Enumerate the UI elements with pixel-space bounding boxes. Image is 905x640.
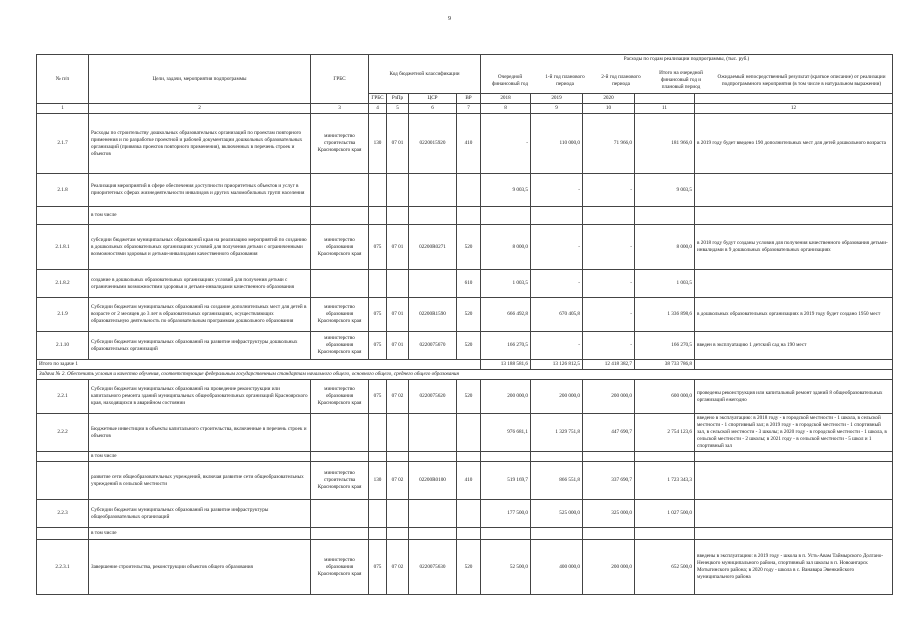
- row-num: 2.2.1: [37, 380, 89, 414]
- row-y2019: 866 551,8: [531, 462, 583, 500]
- header-grbs: ГРБС: [311, 55, 369, 104]
- row-y2018: 200 000,0: [481, 380, 531, 414]
- row-y2018: 177 500,0: [481, 500, 531, 528]
- row-y2019: 400 000,0: [531, 540, 583, 595]
- row-grbs: [311, 414, 369, 452]
- row-rzpr: [387, 174, 409, 207]
- row-total: 1 027 500,0: [635, 500, 695, 528]
- row-y2020: 447 690,7: [583, 414, 635, 452]
- row-vr: [457, 500, 481, 528]
- row-y2020: -: [583, 225, 635, 270]
- row-num: 2.1.7: [37, 114, 89, 174]
- header-col-rzpr: РзПр: [387, 94, 409, 104]
- row-y2018: 1 003,5: [481, 270, 531, 298]
- row-y2019: -: [531, 174, 583, 207]
- subtotal-label: Итого по задаче 1: [37, 360, 481, 370]
- row-text: Субсидии бюджетам муниципальных образований на создание дополнительных мест для детей в возрасте от 2 месяцев до 3 лет в образовательных организациях, осуществляющих образовательную деятельность по образовательным программам дошкольного образования: [89, 298, 311, 332]
- row-total: [635, 452, 695, 462]
- row-y2018: 166 270,5: [481, 332, 531, 360]
- row-text: в том числе: [89, 528, 311, 540]
- row-y2020: 337 690,7: [583, 462, 635, 500]
- row-csr: [409, 207, 457, 225]
- row-csr: [409, 452, 457, 462]
- table-row: [37, 500, 893, 528]
- row-text: Бюджетные инвестиции в объекты капитального строительства, включенные в перечень строек и объектов: [89, 414, 311, 452]
- row-code: 075: [369, 225, 387, 270]
- row-result: [695, 270, 893, 298]
- row-vr: [457, 452, 481, 462]
- row-vr: 520: [457, 225, 481, 270]
- row-total: 652 500,0: [635, 540, 695, 595]
- row-code: 130: [369, 462, 387, 500]
- task2-title: Задача № 2. Обеспечить условия и качество обучения, соответствующие федеральным государственным стандартам начального общего, основного общего, среднего общего образования: [37, 370, 893, 380]
- page-number: 9: [448, 16, 451, 22]
- row-y2019: 670 405,8: [531, 298, 583, 332]
- row-csr: 0220075630: [409, 540, 457, 595]
- table-row: [37, 528, 893, 540]
- row-csr: 02200R0100: [409, 462, 457, 500]
- program-table: [36, 54, 893, 595]
- column-number: 7: [457, 104, 481, 114]
- row-y2018: 519 169,7: [481, 462, 531, 500]
- row-csr: 02200R0271: [409, 225, 457, 270]
- header-years: [483, 69, 890, 92]
- row-grbs: министерство образования Красноярского края: [311, 380, 369, 414]
- table-row: [37, 462, 893, 500]
- table-row: [37, 380, 893, 414]
- row-code: 130: [369, 114, 387, 174]
- row-total: 1 003,5: [635, 270, 695, 298]
- row-grbs: министерство образования Красноярского края: [311, 540, 369, 595]
- row-code: 075: [369, 380, 387, 414]
- row-grbs: [311, 174, 369, 207]
- header-year1-label: Очередной финансовый год: [492, 73, 528, 87]
- column-number: 11: [635, 104, 695, 114]
- table-row: [37, 298, 893, 332]
- row-code: [369, 207, 387, 225]
- row-num: [37, 452, 89, 462]
- row-grbs: [311, 452, 369, 462]
- row-total: 1 723 343,3: [635, 462, 695, 500]
- table-row: [37, 207, 893, 225]
- header-goal: Цели, задачи, мероприятия подпрограммы: [89, 55, 311, 104]
- row-y2020: 200 000,0: [583, 380, 635, 414]
- row-result: [695, 528, 893, 540]
- row-num: [37, 462, 89, 500]
- row-csr: [409, 414, 457, 452]
- row-y2020: [583, 528, 635, 540]
- column-number: 9: [531, 104, 583, 114]
- header-year-2018: 2018: [481, 94, 531, 104]
- row-rzpr: 07 02: [387, 462, 409, 500]
- row-code: 075: [369, 332, 387, 360]
- row-text: Субсидии бюджетам муниципальных образований на развитие инфраструктуры дошкольных образовательных организаций: [89, 332, 311, 360]
- table-row: [37, 414, 893, 452]
- table-row: [37, 225, 893, 270]
- row-total: 1 336 898,6: [635, 298, 695, 332]
- row-text: Расходы по строительству дошкольных образовательных организаций по проектам повторного применения и по разработке проектной и рабочей документации дошкольных образовательных организаций (привязка проектов повторного применения), включенных в перечень строек и объектов: [89, 114, 311, 174]
- row-result: [695, 500, 893, 528]
- row-y2019: 525 000,0: [531, 500, 583, 528]
- row-total: 9 003,5: [635, 174, 695, 207]
- row-y2019: [531, 528, 583, 540]
- row-total: 600 000,0: [635, 380, 695, 414]
- row-num: 2.2.2: [37, 414, 89, 452]
- column-number: 6: [409, 104, 457, 114]
- column-number: 2: [89, 104, 311, 114]
- header-result-label: Ожидаемый непосредственный результат (краткое описание) от реализации подпрограммного мероприятия (в том числе в натуральном выражении): [717, 73, 886, 87]
- row-y2018: 9 003,5: [481, 174, 531, 207]
- table-row: [37, 270, 893, 298]
- row-csr: [409, 500, 457, 528]
- row-total: 2 754 123,6: [635, 414, 695, 452]
- header-num: № п/п: [37, 55, 89, 104]
- row-result: в дошкольных образовательных организациях в 2019 году будет создано 1950 мест: [695, 298, 893, 332]
- row-y2020: [583, 207, 635, 225]
- column-number: 12: [695, 104, 893, 114]
- header-total-label: Итого на очередной финансовый год и плановый период: [659, 70, 703, 91]
- row-result: введен в эксплуатацию 1 детский сад на 190 мест: [695, 332, 893, 360]
- row-num: 2.2.3: [37, 500, 89, 528]
- table-row: [37, 332, 893, 360]
- row-code: [369, 414, 387, 452]
- row-text: субсидии бюджетам муниципальных образований края на реализацию мероприятий по созданию в дошкольных образовательных организациях условий для получения детьми с ограниченными возможностями здоровья и детьми-инвалидами качественного образования: [89, 225, 311, 270]
- row-total: [635, 207, 695, 225]
- row-y2020: 200 000,0: [583, 540, 635, 595]
- row-y2019: -: [531, 225, 583, 270]
- row-vr: 520: [457, 332, 481, 360]
- row-y2018: 52 500,0: [481, 540, 531, 595]
- row-vr: 610: [457, 270, 481, 298]
- column-number: 10: [583, 104, 635, 114]
- header-total-blank: [635, 94, 695, 104]
- row-num: 2.1.8.2: [37, 270, 89, 298]
- row-grbs: [311, 500, 369, 528]
- header-col-vr: ВР: [457, 94, 481, 104]
- row-y2018: [481, 207, 531, 225]
- row-result: в 2018 году будут созданы условия для получения качественного образования детьми-инвалидами в 9 дошкольных образовательных организациях: [695, 225, 893, 270]
- row-rzpr: 07 01: [387, 114, 409, 174]
- row-rzpr: [387, 207, 409, 225]
- row-y2020: 325 000,0: [583, 500, 635, 528]
- row-code: [369, 452, 387, 462]
- header-code-group: Код бюджетной классификации: [369, 55, 481, 94]
- row-vr: [457, 528, 481, 540]
- row-code: 075: [369, 298, 387, 332]
- row-result: [695, 207, 893, 225]
- subtotal-row: [37, 360, 893, 370]
- header-col-csr: ЦСР: [409, 94, 457, 104]
- table-row: [37, 452, 893, 462]
- row-rzpr: [387, 414, 409, 452]
- row-text: развитие сети общеобразовательных учреждений, включая развитие сети общеобразовательных учреждений в сельской местности: [89, 462, 311, 500]
- row-y2019: -: [531, 270, 583, 298]
- row-text: создание в дошкольных образовательных организациях условий для получения детьми с ограниченными возможностями здоровья и детьми-инвалидами качественного образования: [89, 270, 311, 298]
- row-rzpr: [387, 528, 409, 540]
- subtotal-y1: 13 188 581,6: [481, 360, 531, 370]
- row-grbs: министерство строительства Красноярского края: [311, 114, 369, 174]
- header-year-2020: 2020: [583, 94, 635, 104]
- row-text: в том числе: [89, 452, 311, 462]
- row-text: в том числе: [89, 207, 311, 225]
- row-y2020: -: [583, 298, 635, 332]
- table-row: [37, 114, 893, 174]
- row-num: [37, 528, 89, 540]
- row-rzpr: 07 02: [387, 540, 409, 595]
- row-y2018: -: [481, 114, 531, 174]
- header-expenses-title: Расходы по годам реализации подпрограммы, (тыс. руб.): [623, 56, 750, 62]
- row-vr: 410: [457, 462, 481, 500]
- subtotal-y2: 13 126 812,5: [531, 360, 583, 370]
- row-y2020: -: [583, 332, 635, 360]
- table-row: [37, 540, 893, 595]
- row-y2019: -: [531, 332, 583, 360]
- row-grbs: министерство образования Красноярского края: [311, 298, 369, 332]
- header-year3-label: 2-й год планового периода: [601, 73, 641, 87]
- column-number: 5: [387, 104, 409, 114]
- column-number: 4: [369, 104, 387, 114]
- row-vr: [457, 414, 481, 452]
- row-csr: 0220075620: [409, 380, 457, 414]
- row-csr: 0220075670: [409, 332, 457, 360]
- row-rzpr: 07 01: [387, 298, 409, 332]
- subtotal-total: 38 733 786,8: [635, 360, 695, 370]
- row-rzpr: 07 01: [387, 225, 409, 270]
- row-vr: 520: [457, 298, 481, 332]
- row-y2019: [531, 452, 583, 462]
- row-vr: [457, 174, 481, 207]
- row-result: [695, 174, 893, 207]
- row-text: Завершение строительства, реконструкции объектов общего образования: [89, 540, 311, 595]
- row-csr: [409, 174, 457, 207]
- row-y2018: [481, 452, 531, 462]
- row-y2018: 976 681,1: [481, 414, 531, 452]
- row-result: введено в эксплуатацию: в 2018 году - в городской местности - 1 школа, в сельской местности - 1 спортивный зал; в 2019 году - в городской местности - 1 спортивный зал, в сельской местности - 3 школы; в 2020 году - в городской местности - 1 школа, в сельской местности - 2 школы; в 2021 году - в сельской местности - 5 школ и 1 спортивный зал: [695, 414, 893, 452]
- row-result: [695, 462, 893, 500]
- row-rzpr: 07 01: [387, 332, 409, 360]
- row-num: 2.1.8: [37, 174, 89, 207]
- row-rzpr: 07 02: [387, 380, 409, 414]
- row-csr: 02200R1590: [409, 298, 457, 332]
- column-number: 1: [37, 104, 89, 114]
- row-y2019: 110 000,0: [531, 114, 583, 174]
- row-y2020: -: [583, 270, 635, 298]
- row-num: 2.1.10: [37, 332, 89, 360]
- row-y2018: 8 000,0: [481, 225, 531, 270]
- row-result: в 2019 году будет введено 190 дополнительных мест для детей дошкольного возраста: [695, 114, 893, 174]
- header-col-grbs: ГРБС: [369, 94, 387, 104]
- row-y2019: 1 329 751,8: [531, 414, 583, 452]
- row-code: [369, 500, 387, 528]
- row-csr: 0220015920: [409, 114, 457, 174]
- row-y2020: 71 966,0: [583, 114, 635, 174]
- row-vr: [457, 207, 481, 225]
- row-grbs: [311, 528, 369, 540]
- header-result-blank: [695, 94, 893, 104]
- subtotal-result: [695, 360, 893, 370]
- row-result: введены в эксплуатацию: в 2019 году - школа в п. Усть-Авам Таймырского Долгано-Ненецкого муниципального района, спортивный зал школы в п. Новоангарск Мотыгинского района; в 2020 году - школа в с. Ванавара Эвенкийского муниципального района: [695, 540, 893, 595]
- row-code: 075: [369, 540, 387, 595]
- row-vr: 520: [457, 380, 481, 414]
- header-year-2019: 2019: [531, 94, 583, 104]
- row-y2020: -: [583, 174, 635, 207]
- subtotal-y3: 12 418 382,7: [583, 360, 635, 370]
- row-num: 2.1.8.1: [37, 225, 89, 270]
- row-result: [695, 452, 893, 462]
- row-csr: [409, 270, 457, 298]
- row-grbs: министерство образования Красноярского края: [311, 332, 369, 360]
- column-number: 3: [311, 104, 369, 114]
- table-row: [37, 174, 893, 207]
- row-text: Субсидии бюджетам муниципальных образований на проведение реконструкции или капитального ремонта зданий муниципальных общеобразовательных организаций Красноярского края, находящихся в аварийном состоянии: [89, 380, 311, 414]
- row-rzpr: [387, 270, 409, 298]
- row-code: [369, 528, 387, 540]
- row-grbs: министерство строительства Красноярского края: [311, 462, 369, 500]
- task2-row: [37, 370, 893, 380]
- row-grbs: [311, 207, 369, 225]
- row-num: 2.1.9: [37, 298, 89, 332]
- row-y2018: [481, 528, 531, 540]
- row-y2019: 200 000,0: [531, 380, 583, 414]
- row-text: Реализация мероприятий в сфере обеспечения доступности приоритетных объектов и услуг в приоритетных сферах жизнедеятельности инвалидов и других маломобильных групп населения: [89, 174, 311, 207]
- row-rzpr: [387, 500, 409, 528]
- row-result: проведены реконструкция или капитальный ремонт зданий 8 общеобразовательных организаций ежегодно: [695, 380, 893, 414]
- column-number: 8: [481, 104, 531, 114]
- row-code: [369, 174, 387, 207]
- row-total: 166 270,5: [635, 332, 695, 360]
- row-vr: 520: [457, 540, 481, 595]
- row-csr: [409, 528, 457, 540]
- row-vr: 410: [457, 114, 481, 174]
- row-num: 2.2.3.1: [37, 540, 89, 595]
- row-rzpr: [387, 452, 409, 462]
- row-y2019: [531, 207, 583, 225]
- row-grbs: министерство образования Красноярского края: [311, 225, 369, 270]
- row-num: [37, 207, 89, 225]
- row-grbs: [311, 270, 369, 298]
- row-total: [635, 528, 695, 540]
- row-text: Субсидии бюджетам муниципальных образований на развитие инфраструктуры общеобразовательных организаций: [89, 500, 311, 528]
- row-total: 181 966,0: [635, 114, 695, 174]
- row-code: [369, 270, 387, 298]
- row-total: 8 000,0: [635, 225, 695, 270]
- row-y2018: 666 492,8: [481, 298, 531, 332]
- header-year2-label: 1-й год планового периода: [545, 73, 585, 87]
- header-expenses-group: [481, 55, 893, 94]
- row-y2020: [583, 452, 635, 462]
